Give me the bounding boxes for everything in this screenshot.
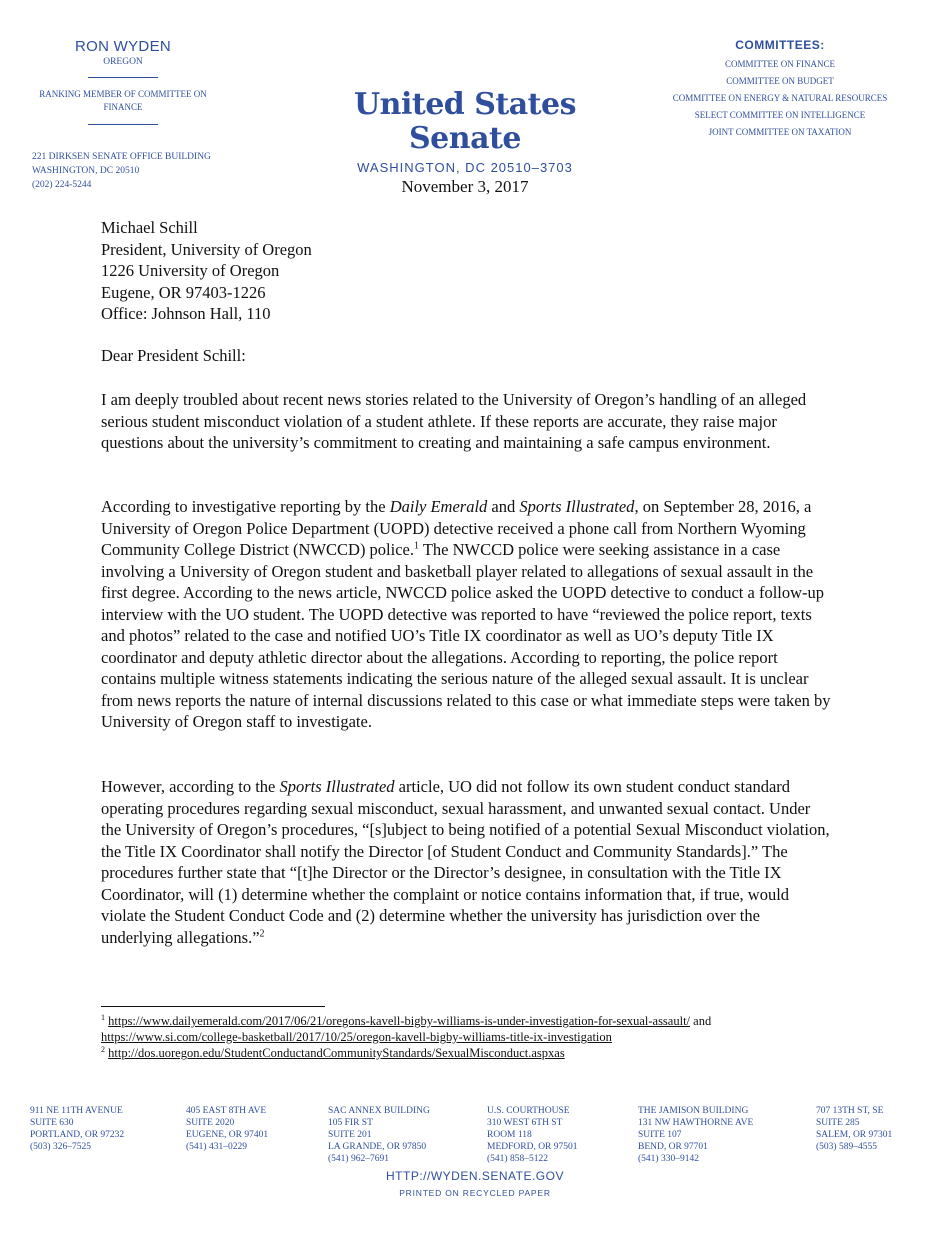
office-portland bbox=[30, 1105, 124, 1153]
committee-item: SELECT COMMITTEE ON INTELLIGENCE bbox=[694, 110, 866, 120]
office-line: ROOM 118 bbox=[487, 1130, 532, 1140]
office-line: SUITE 2020 bbox=[186, 1118, 235, 1128]
footnote-link[interactable]: https://www.dailyemerald.com/2017/06/21/oregons-kavell-bigby-williams-is-under-investigation-for-sexual-assault/ bbox=[108, 1014, 691, 1028]
text-run: , on September 28, 2016, a University of Oregon Police Department (UOPD) detective received a phone call from Northern Wyoming Community College District (NWCCD) police. bbox=[101, 497, 812, 559]
address-line: WASHINGTON, DC 20510 bbox=[32, 166, 140, 176]
office-line: (541) 962–7691 bbox=[328, 1154, 389, 1164]
footnote-number: 1 bbox=[101, 1012, 105, 1022]
office-line: LA GRANDE, OR 97850 bbox=[328, 1142, 427, 1152]
office-eugene bbox=[186, 1105, 268, 1153]
office-line: (541) 330–9142 bbox=[638, 1154, 699, 1164]
office-bend bbox=[638, 1105, 753, 1165]
office-line: (541) 858–5122 bbox=[487, 1154, 548, 1164]
paragraph-1 bbox=[101, 389, 831, 454]
footnote-divider bbox=[101, 1006, 325, 1007]
paragraph-text bbox=[101, 776, 831, 948]
office-salem bbox=[816, 1105, 892, 1153]
footnote-link[interactable]: http://dos.uoregon.edu/StudentConductandCommunityStandards/SexualMisconduct.aspxas bbox=[108, 1046, 565, 1060]
divider bbox=[88, 124, 158, 125]
office-line: 131 NW HAWTHORNE AVE bbox=[638, 1118, 754, 1128]
text-run: and bbox=[487, 497, 520, 516]
office-line: 310 WEST 6TH ST bbox=[487, 1118, 563, 1128]
senator-state: OREGON bbox=[103, 57, 143, 67]
dc-office-address bbox=[32, 150, 211, 192]
recipient-line: 1226 University of Oregon bbox=[101, 261, 280, 280]
committees-title: COMMITTEES: bbox=[735, 38, 825, 52]
committee-item: JOINT COMMITTEE ON TAXATION bbox=[708, 127, 852, 137]
recipient-line: Office: Johnson Hall, 110 bbox=[101, 304, 271, 323]
letter-date: November 3, 2017 bbox=[401, 177, 529, 196]
paragraph-text bbox=[101, 496, 831, 733]
recipient-line: President, University of Oregon bbox=[101, 239, 312, 259]
divider bbox=[88, 77, 158, 78]
office-line: PORTLAND, OR 97232 bbox=[30, 1130, 125, 1140]
publication-name: Daily Emerald bbox=[389, 497, 488, 516]
office-line: (503) 326–7525 bbox=[30, 1142, 91, 1152]
footnote-2 bbox=[101, 1045, 861, 1061]
office-line: SUITE 107 bbox=[638, 1130, 682, 1140]
office-line: 707 13TH ST, SE bbox=[816, 1106, 884, 1116]
office-line: SUITE 285 bbox=[816, 1118, 860, 1128]
committee-item: COMMITTEE ON FINANCE bbox=[725, 59, 835, 69]
office-line: 105 FIR ST bbox=[328, 1118, 373, 1128]
publication-name: Sports Illustrated bbox=[279, 777, 395, 796]
paragraph-2 bbox=[101, 496, 831, 733]
office-line: (503) 589–4555 bbox=[816, 1142, 877, 1152]
text-run: According to investigative reporting by the bbox=[101, 497, 390, 516]
ranking-member-title: RANKING MEMBER OF COMMITTEE ON FINANCE bbox=[39, 89, 207, 112]
senator-block bbox=[28, 38, 218, 135]
committee-item: COMMITTEE ON BUDGET bbox=[726, 76, 834, 86]
text-run: The NWCCD police were seeking assistance in a case involving a University of Oregon student and basketball player related to allegations of sexual assault in the first degree. According to the news article, NWCCD police asked the UOPD detective to conduct a follow-up interview with the UO student. The UOPD detective was reported to have “reviewed the police report, texts and photos” related to the case and notified UO’s Title IX coordinator as well as UO’s deputy Title IX coordinator and deputy athletic director about the allegations. According to reporting, the police report contains multiple witness statements indicating the serious nature of the alleged sexual assault. It is unclear from news reports the nature of internal discussions related to this case or what immediate steps were taken by University of Oregon staff to investigate. bbox=[101, 540, 831, 731]
footnote-ref: 2 bbox=[259, 928, 265, 939]
text-run: article, UO did not follow its own student conduct standard operating procedures regarding sexual misconduct, sexual harassment, and unwanted sexual contact. Under the University of Oregon’s procedures, “[s]ubject to being notified of a potential Sexual Misconduct violation, the Title IX Coordinator shall notify the Director [of Student Conduct and Community Standards].” The procedures further state that “[t]he Director or the Director’s designee, in consultation with the Title IX Coordinator, will (1) determine whether the complaint or notice contains information that, if true, would violate the Student Conduct Code and (2) determine whether the university has jurisdiction over the underlying allegations.” bbox=[101, 777, 830, 947]
recycled-paper-note: PRINTED ON RECYCLED PAPER bbox=[399, 1188, 551, 1198]
senate-masthead bbox=[300, 88, 630, 197]
recipient-address bbox=[101, 217, 831, 325]
committee-item: COMMITTEE ON ENERGY & NATURAL RESOURCES bbox=[672, 93, 888, 103]
institution-name: United States Senate bbox=[353, 87, 577, 156]
recipient-line: Michael Schill bbox=[101, 218, 198, 237]
committees-block bbox=[660, 38, 900, 141]
office-medford bbox=[487, 1105, 578, 1165]
office-line: SAC ANNEX BUILDING bbox=[328, 1106, 430, 1116]
office-line: EUGENE, OR 97401 bbox=[186, 1130, 269, 1140]
office-line: SUITE 630 bbox=[30, 1118, 74, 1128]
publication-name: Sports Illustrated bbox=[519, 497, 635, 516]
office-line: U.S. COURTHOUSE bbox=[487, 1106, 570, 1116]
address-line: (202) 224-5244 bbox=[32, 180, 92, 190]
office-line: 405 EAST 8TH AVE bbox=[186, 1106, 267, 1116]
recipient-line: Eugene, OR 97403-1226 bbox=[101, 282, 266, 302]
footnote-text: and bbox=[690, 1014, 712, 1028]
senator-name: RON WYDEN bbox=[74, 38, 172, 55]
office-line: (541) 431–0229 bbox=[186, 1142, 247, 1152]
paragraph-3 bbox=[101, 776, 831, 948]
salutation: Dear President Schill: bbox=[101, 346, 246, 365]
paragraph-text: I am deeply troubled about recent news stories related to the University of Oregon’s handling of an alleged serious student misconduct violation of a student athlete. If these reports are accurate, they raise major questions about the university’s commitment to creating and maintaining a safe campus environment. bbox=[101, 390, 807, 452]
office-line: MEDFORD, OR 97501 bbox=[487, 1142, 578, 1152]
office-line: SUITE 201 bbox=[328, 1130, 372, 1140]
footnote-1-cont bbox=[101, 1029, 861, 1045]
text-run: However, according to the bbox=[101, 777, 280, 796]
office-line: THE JAMISON BUILDING bbox=[638, 1106, 749, 1116]
website-link[interactable]: HTTP://WYDEN.SENATE.GOV bbox=[386, 1169, 564, 1183]
office-line: BEND, OR 97701 bbox=[638, 1142, 708, 1152]
footnotes bbox=[101, 1013, 861, 1061]
city-line: WASHINGTON, DC 20510–3703 bbox=[357, 160, 573, 175]
office-line: SALEM, OR 97301 bbox=[816, 1130, 893, 1140]
footnote-number: 2 bbox=[101, 1044, 105, 1054]
address-line: 221 DIRKSEN SENATE OFFICE BUILDING bbox=[32, 152, 211, 162]
footnote-1 bbox=[101, 1013, 861, 1029]
footnote-link[interactable]: https://www.si.com/college-basketball/2017/10/25/oregon-kavell-bigby-williams-title-ix-investigation bbox=[101, 1030, 612, 1044]
office-la-grande bbox=[328, 1105, 430, 1165]
office-line: 911 NE 11TH AVENUE bbox=[30, 1106, 123, 1116]
footnote-ref: 1 bbox=[414, 540, 420, 552]
